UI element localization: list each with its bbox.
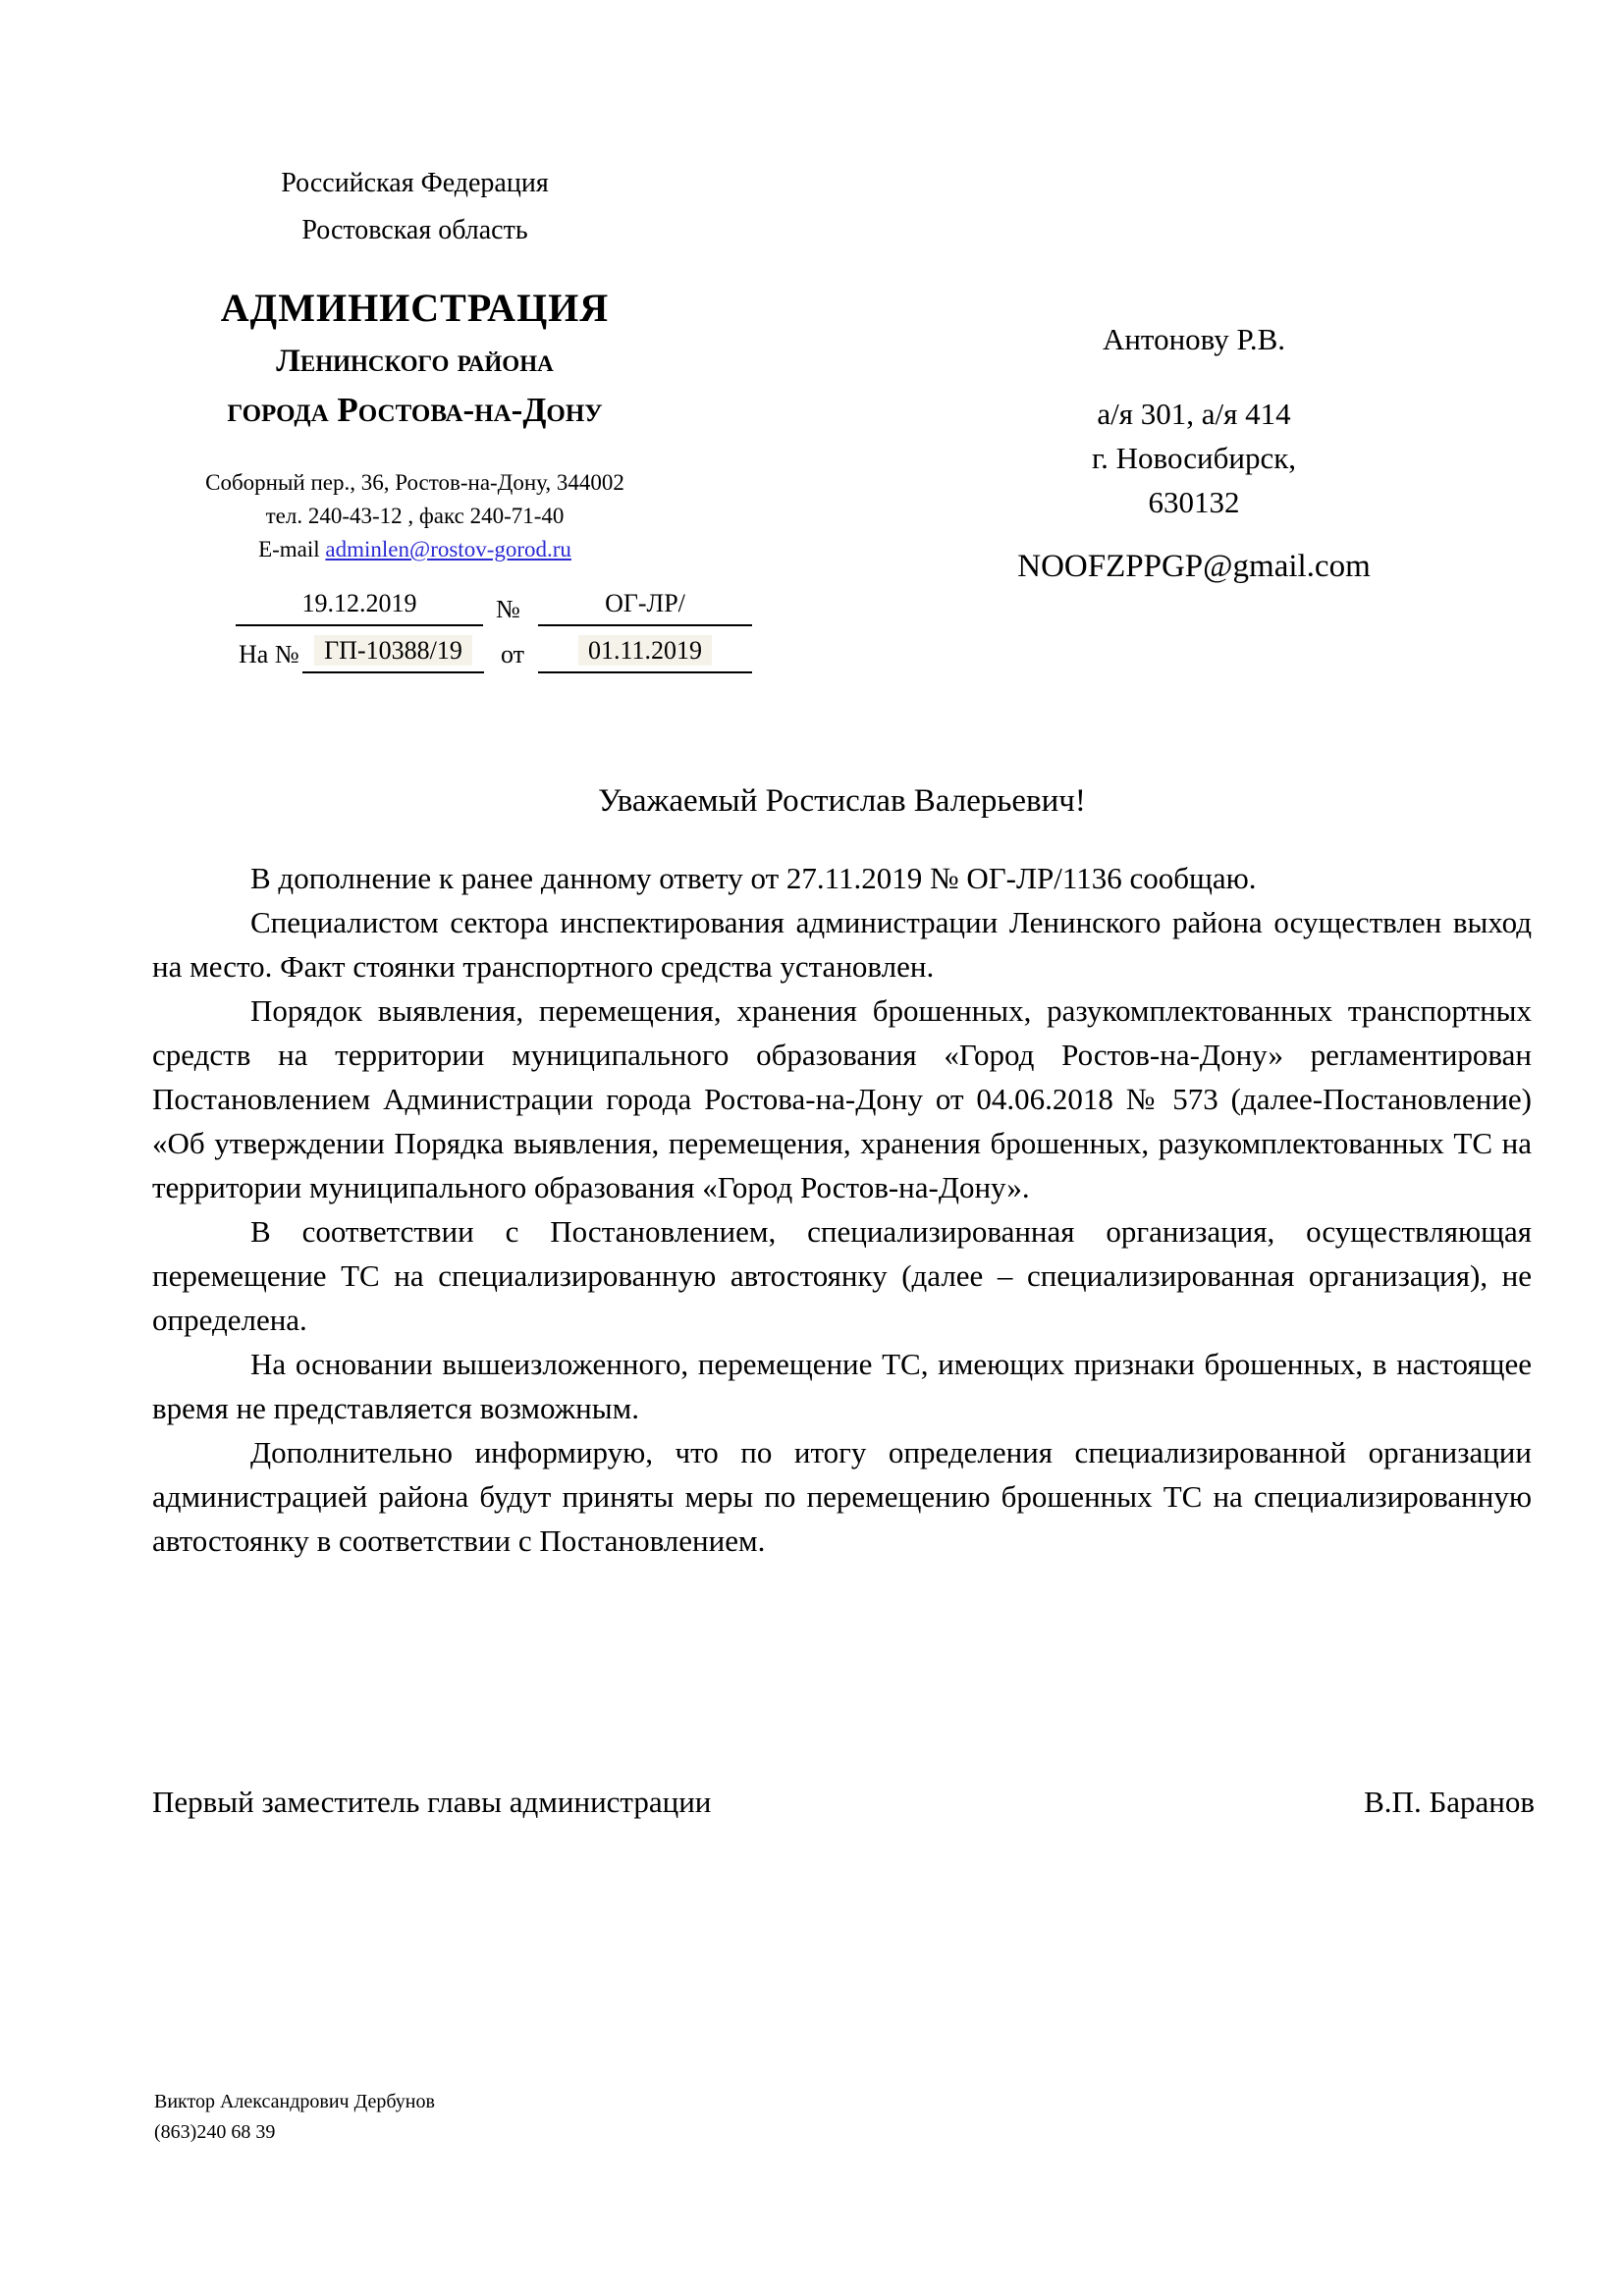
reply-date: 01.11.2019 — [578, 635, 712, 666]
recipient-block — [982, 317, 1406, 589]
executor-name: Виктор Александрович Дербунов — [154, 2091, 435, 2112]
org-name: АДМИНИСТРАЦИЯ — [220, 286, 610, 330]
reply-date-field — [538, 636, 752, 673]
org-phone-fax: тел. 240-43-12 , факс 240-71-40 — [265, 504, 565, 528]
paragraph: Дополнительно информирую, что по итогу определения специализированной организации администрацией района будут приняты меры по перемещению брошенных ТС на специализированную автостоянку в соответствии с Постановлением. — [152, 1435, 1532, 1558]
org-email-link[interactable]: adminlen@rostov-gorod.ru — [325, 537, 571, 561]
outgoing-number-field — [538, 589, 752, 626]
org-address: Соборный пер., 36, Ростов-на-Дону, 344002 — [205, 470, 624, 495]
executor-footer — [154, 2087, 435, 2148]
signer-position: Первый заместитель главы администрации — [152, 1785, 712, 1819]
org-contacts — [147, 466, 682, 566]
from-label: от — [501, 640, 525, 668]
salutation: Уважаемый Ростислав Валерьевич! — [598, 783, 1086, 819]
recipient-postcode: 630132 — [1148, 485, 1240, 519]
paragraph: В соответствии с Постановлением, специализированная организация, осуществляющая перемещение ТС на специализированную автостоянку (далее – специализированная организация), не определена. — [152, 1214, 1532, 1337]
org-district: Ленинского района — [276, 344, 554, 379]
number-sign-label: № — [496, 595, 520, 623]
reply-number: ГП-10388/19 — [314, 635, 472, 666]
recipient-email: NOOFZPPGP@gmail.com — [1017, 549, 1371, 584]
letter-body — [152, 856, 1532, 1563]
outgoing-number: ОГ-ЛР/ — [605, 589, 685, 617]
signature-row — [152, 1785, 1535, 1820]
paragraph: Специалистом сектора инспектирования администрации Ленинского района осуществлен выход на место. Факт стоянки транспортного средства установлен. — [152, 905, 1532, 984]
outgoing-date-field — [236, 589, 483, 626]
letterhead-country: Российская Федерация — [281, 168, 549, 198]
signer-name: В.П. Баранов — [1364, 1785, 1535, 1819]
email-label: E-mail — [258, 537, 326, 561]
org-email-line — [147, 533, 682, 566]
reply-label: На № — [239, 640, 299, 668]
outgoing-date: 19.12.2019 — [301, 589, 417, 617]
paragraph: В дополнение к ранее данному ответу от 27.11.2019 № ОГ-ЛР/1136 сообщаю. — [250, 861, 1257, 895]
executor-phone: (863)240 68 39 — [154, 2121, 276, 2143]
paragraph: Порядок выявления, перемещения, хранения брошенных, разукомплектованных транспортных средств на территории муниципального образования «Город Ростов-на-Дону» регламентирован Постановлением Администрации города Ростова-на-Дону от 04.06.2018 № 573 (далее-Постановление) «Об утверждении Порядка выявления, перемещения, хранения брошенных, разукомплектованных ТС на территории муниципального образования «Город Ростов-на-Дону». — [152, 993, 1532, 1204]
recipient-name: Антонову Р.В. — [1102, 322, 1286, 356]
org-city: города Ростова-на-Дону — [227, 391, 603, 429]
letterhead — [147, 160, 682, 566]
paragraph: На основании вышеизложенного, перемещение ТС, имеющих признаки брошенных, в настоящее время не представляется возможным. — [152, 1347, 1532, 1425]
reply-number-field — [302, 636, 484, 673]
recipient-city: г. Новосибирск, — [1091, 441, 1297, 475]
letterhead-region: Ростовская область — [301, 215, 528, 245]
recipient-po-boxes: а/я 301, а/я 414 — [1097, 397, 1291, 431]
